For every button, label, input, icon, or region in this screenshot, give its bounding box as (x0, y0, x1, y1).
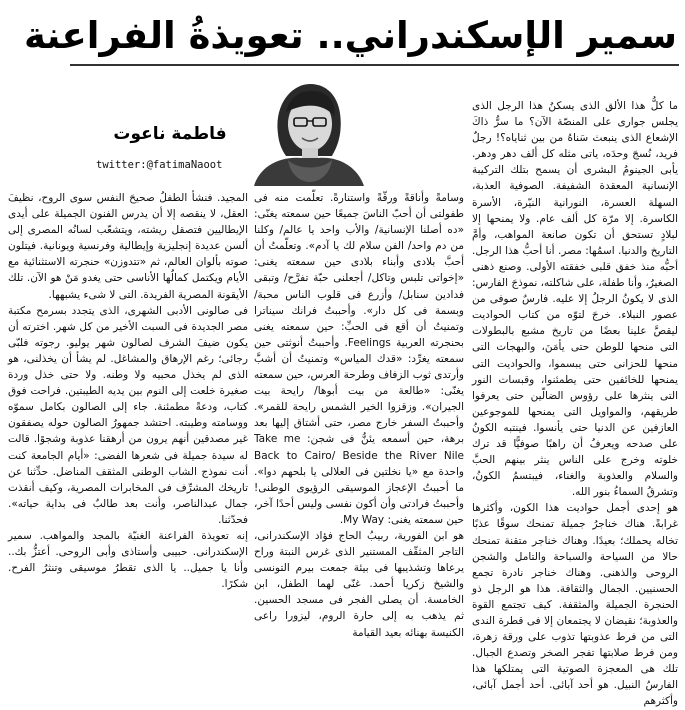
column-middle (254, 190, 464, 646)
headline-rule (70, 64, 679, 66)
column-left (8, 190, 248, 646)
author-name: فاطمة ناعوت (113, 124, 227, 144)
headline: سمير الإسكندراني.. تعويذةُ الفراعنة (23, 14, 677, 57)
author-twitter: twitter:@fatimaNaoot (96, 159, 223, 171)
paragraph: فى صالونى الأدبى الشهرى، الذى يتجدد بسرمح مكتبة مصر الجديدة فى السبت الأخير من كل شهر. اخترته أن يكون ضيفَ الشرف لصالون شهر يوليو. رجوته فلبّى رجائى؛ رغم الإرهاق والمشاغل. لم يشأ أن يخذلنى، هو الذى لم يخذل محبيه ولا وطنه. ولا حتى خذل وردة صغيرة خلعت إلى النوم بين يديه الطيبتين. فراحت فوق كتاب، ودعةً مطمئنة. جاء إلى الصالون بكامل سموّه ووسامته وطيبته. احتشد جمهورُ الصالون حوله يصفقون غير مصدقين أنهم يرون من أرهقنا عذوبة وشجوًا. قالت له سيدة جميلة فى شعرها الفضى: «أيام الجامعة كنت أنت نموذج الشاب الوطنى المثقف المناضل. حدِّثنا عن تاريخك المشرِّف فى المخابرات المصرية، وكيف أنقذت جمال عبدالناصر، وأنت بعد طالبٌ فى بداية حياته». فحدّثنا. (8, 304, 248, 526)
paragraph: ما كلُّ هذا الألق الذى يسكنُ هذا الرجل الذى يجلس جوارى على المنصّة الآن؟ ما سرُّ ذاكَ الإشعاع الذى ينبعث سَناهُ من بين ثناياه؟! رجلٌ فريد، نُسجَ وحدَه، ياتى مثله كل ألف دهر ودهر. يأبى الجينومُ البشرى أن يسمح بتلك التركيبة الإنسانية المعقدة الشفيفة. الصوفية العذبة، السهلة العسرة، النورانية النيّرة، الأسرة الكاسرة. إلا مرّة كل ألف عام. ولا يمنحها إلا لبلادٍ تستحق أن تكون صانعة المواهب، وأمَّ التاريخ والدنيا. اسمُها: مصر. أنا أحبُّ هذا الرجل. أحبُّه منذ خفق قلبى خفقته الأولى. وصنع ذهنى الصغيرُ، وأنا طفلة، على شاكلته، نموذجَ الفارس: الذى لا يكونُ الرجلُ إلا عليه. فارسٌ صوفى من عصور النبلاء. خرجَ لتوّه من كتاب الحواديت ليقصَّ علينا بعضًا من تاريخ مشبع بالبطولات التى منحها للوطن حتى يأمَنَ، والبهجات التى منحها للحزانى حتى يبسموا، والحواديت التى يمنحها للخائفين حتى يطمئنوا، وقبسات النور التى ينثرها على رؤوس الضالّين حتى يعرفوا طريقهم، والمواويل التى يمنحها للموجوعين العازفين عن الدنيا حتى يأنسوا. فينتبه الكونُ على صدحه ويعرفُ أن راهبًا صوفيًّا قد ترك خلوته وخرج على الناس ينثر بينهم الحبَّ والسلام والعذوبة والغناء، فيبتسمُ الكونُ، وتشرقُ السماءُ بنور الله. (471, 100, 678, 499)
paragraph: المجيد. فنشأ الطفلُ صحيحَ النفس سوى الروح، نظيفَ العقل، لا ينقصه إلا أن يدرس الفنون الجميلة على أيدى الإيطاليين فتصقل ريشته، ويتشعّب لسانُه المصرى إلى ألسن عديدة إنجليزية وإيطالية وفرنسية ويونانية. فيتلون صوته بألوان العالم، ثم «تتدوزن» حنجرته الاستثنائية مع الأيام ويكتمل كمالُها الأناسى حتى يغدو مَنْ هو الآن. تلك الأيقونة المصرية الفريدة. التى لا شىء يشبهها. (8, 192, 248, 301)
column-right (471, 98, 678, 708)
paragraph: إنه تعويذة الفراعنة الغنيّة بالمجد والمواهب. سمير الإسكندرانى. حبيبى وأستاذى وأبى الروحى. أعتزُّ بك.. وأنا يا جميل.. يا الذى تقطرُ موسيقى وتنثرُ الفرح. شكرًا. (8, 529, 248, 591)
paragraph: وسامةً وأناقةً ورقّةً واستنارةً. تعلّمت منه فى طفولتى أن أحبّ الناسَ جميعًا حين سمعته يغنّى: «ده أصلنا الإنسانية/ والأب واحد يا عالم/ وكلنا من دم واحد/ الفن سلام لك يا آدم». وتعلّمتُ أن أحبَّ بلادى وأبناء بلادى حين سمعته يغنى: «إخواتى تلبس وتاكل/ أجعلنى حبّة تفرَّح/ وتبقى فدادين سنابل/ وأزرع فى قلوب الناس محبة/ وبسمة فى كل دار». وأحببتُ فرانك سيناترا وتمنيتُ أن أقع فى الحبِّ: حين سمعته يغنى بحنجرته العربية Feelings. وأحببتُ أنوثتى حين سمعته يغرِّد: «قدك المياس» وتمنيتُ أن أشبَّ وأرتدى ثوب الزفاف وطرحة العرس، حين سمعته يغنّى: «طالعة من بيت أبوها/ رايحة بيت الجيران». وزقزوا الخير الشمس رايحة للقمر». وأحببتُ السفر خارج مصر، حتى أشتاق إليها بعد برهة، حين أسمعه يئنُّ فى شجن: Take me Back to Cairo/ Beside the River Nile واحدة مع «يا نخلتين فى العلالى يا بلحهم دوا». ما أحببتُ الإعجاز الموسيقى الرؤيوى الوطنى! وأحببتُ فرادتى وأن أكون نفسى وليس أحدًا آخر، حين سمعته يغنى: My Way. (254, 192, 465, 526)
paragraph: هو إحدى أجمل حواديت هذا الكون، وأكثرها غرابةً. هناك خناجرُ جميلة تمنحك سوقًا عذبًا تخاله يحملك؛ بعيدًا. وهناك خناجر متقنة تمنحك حالا من السياحة والسباحة والتامل والشجن الروحى والذهنى. وهناك خناجر نادرة تجمع الحسنيين. الجمال والثقافة. هذا هو الرجل ذو الحنجرة الجميلة والمثقفة. كيف تجتمع القوة والعذوبة؛ نقيضان لا يجتمعان إلا فى قطرة الندى التى من فرط عذوبتها تذوب على ورقة زهرة، ومن فرط صلابتها تفجر الصخر وتصدع الجبال. تلك هى المعجزة الصوتية التى يمتلكها هذا الفارسُ النبيل. هو أحد آبائى. أحد أجمل آبائى، وأكثرهم (472, 502, 678, 708)
paragraph: هو ابن الفورية، ربيبُ الحاج فؤاد الإسكندرانى، التاجر المثقّف المستنير الذى غرس النبتة وراح يرعاها وتشذيبها فى بيئة جمعت بيرم التونسى والشيخ زكريا أحمد. غنّى لهما الطفل، ابن الخامسة. أن يصلى الفجر فى مسجد الحسين. ثم يذهب به إلى حارة الروم، ليزورا راعى الكنيسة بهنائه بعيد القيامة (254, 529, 464, 639)
